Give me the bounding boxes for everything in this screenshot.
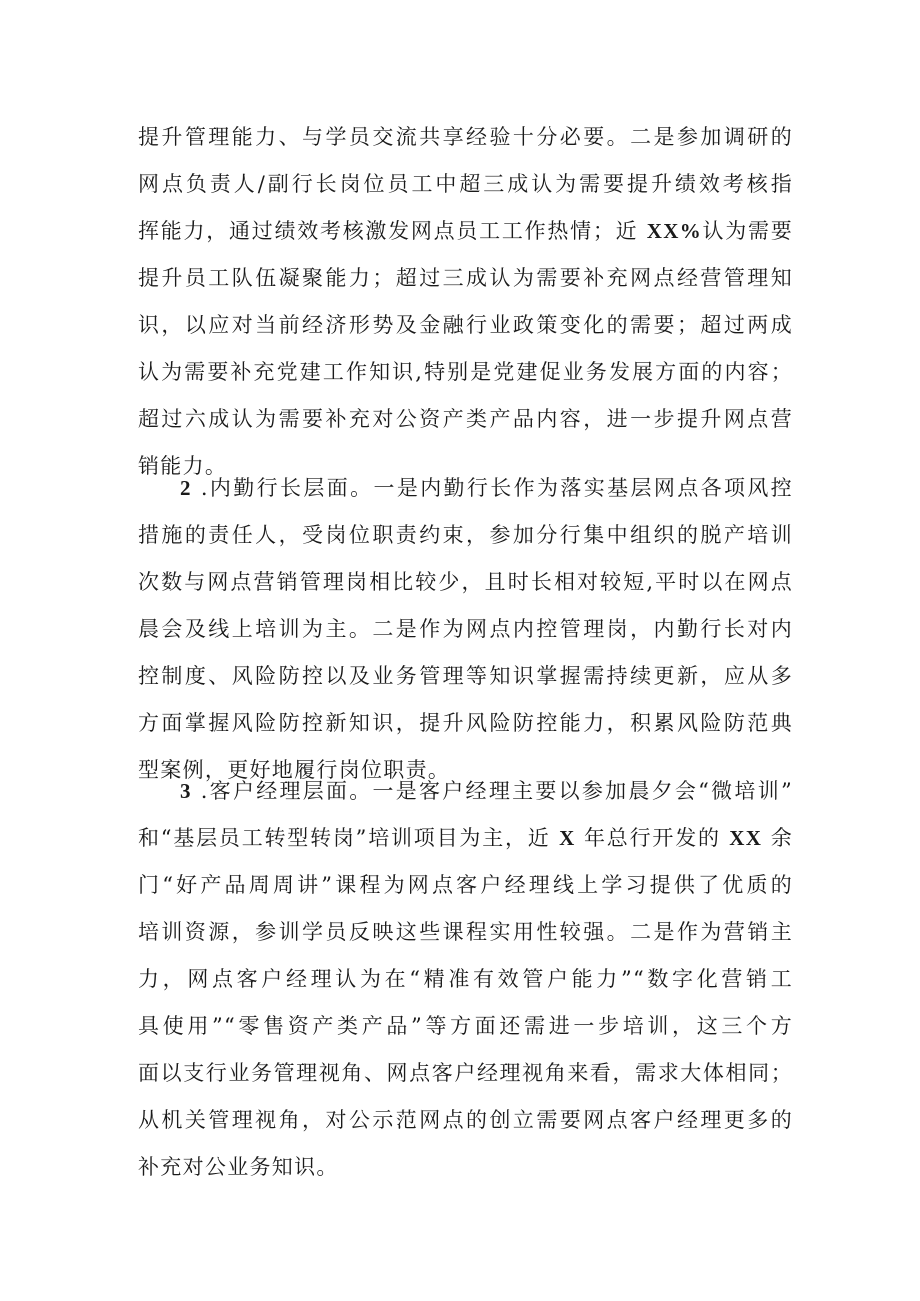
text-line: 门“好产品周周讲”课程为网点客户经理线上学习提供了优质的 — [138, 873, 793, 897]
text-line: 培训资源，参训学员反映这些课程实用性较强。二是作为营销主 — [138, 920, 793, 944]
text-line: 销能力。 — [138, 454, 228, 478]
text-line — [138, 208, 793, 255]
paragraph-1 — [138, 114, 793, 490]
text-line: 从机关管理视角，对公示范网点的创立需要网点客户经理更多的 — [138, 1108, 793, 1132]
text-line: 方面掌握风险防控新知识，提升风险防控能力，积累风险防范典 — [138, 711, 793, 735]
text-segment: .客户经理层面。一是客户经理主要以参加晨夕会“微培训” — [200, 779, 793, 803]
text-line — [138, 465, 793, 512]
text-line: 型案例，更好地履行岗位职责。 — [138, 758, 451, 782]
list-number: 3 — [180, 779, 192, 803]
paragraph-2 — [138, 465, 793, 794]
text-segment: 年总行开发的 — [584, 826, 721, 850]
text-segment: 和“基层员工转型转岗”培训项目为主，近 — [138, 826, 551, 850]
text-line: 网点负责人/副行长岗位员工中超三成认为需要提升绩效考核指 — [138, 172, 793, 196]
text-line: 识，以应对当前经济形势及金融行业政策变化的需要；超过两成 — [138, 313, 793, 337]
text-line: 具使用”“零售资产类产品”等方面还需进一步培训，这三个方 — [138, 1014, 793, 1038]
text-line: 补充对公业务知识。 — [138, 1155, 339, 1179]
placeholder-x: X — [559, 826, 576, 850]
text-line: 控制度、风险防控以及业务管理等知识掌握需持续更新，应从多 — [138, 664, 793, 688]
text-line — [138, 768, 793, 815]
text-line: 面以支行业务管理视角、网点客户经理视角来看，需求大体相同； — [138, 1061, 793, 1085]
text-segment: 挥能力，通过绩效考核激发网点员工工作热情；近 — [138, 219, 639, 243]
text-segment: 余 — [770, 826, 794, 850]
text-line: 认为需要补充党建工作知识,特别是党建促业务发展方面的内容； — [138, 360, 793, 384]
placeholder-xx: XX — [729, 826, 763, 850]
text-segment: .内勤行长层面。一是内勤行长作为落实基层网点各项风控 — [200, 476, 793, 500]
paragraph-3 — [138, 768, 793, 1191]
list-number: 2 — [180, 476, 192, 500]
text-line: 措施的责任人，受岗位职责约束，参加分行集中组织的脱产培训 — [138, 523, 793, 547]
text-line: 提升管理能力、与学员交流共享经验十分必要。二是参加调研的 — [138, 125, 793, 149]
text-line: 超过六成认为需要补充对公资产类产品内容，进一步提升网点营 — [138, 407, 793, 431]
text-line: 晨会及线上培训为主。二是作为网点内控管理岗，内勤行长对内 — [138, 617, 793, 641]
text-line — [138, 815, 793, 862]
text-line: 力，网点客户经理认为在“精准有效管户能力”“数字化营销工 — [138, 967, 793, 991]
text-segment: 认为需要 — [702, 219, 793, 243]
text-line: 提升员工队伍凝聚能力；超过三成认为需要补充网点经营管理知 — [138, 266, 793, 290]
text-line: 次数与网点营销管理岗相比较少，且时长相对较短,平时以在网点 — [138, 570, 793, 594]
placeholder-percent: XX% — [646, 219, 703, 243]
